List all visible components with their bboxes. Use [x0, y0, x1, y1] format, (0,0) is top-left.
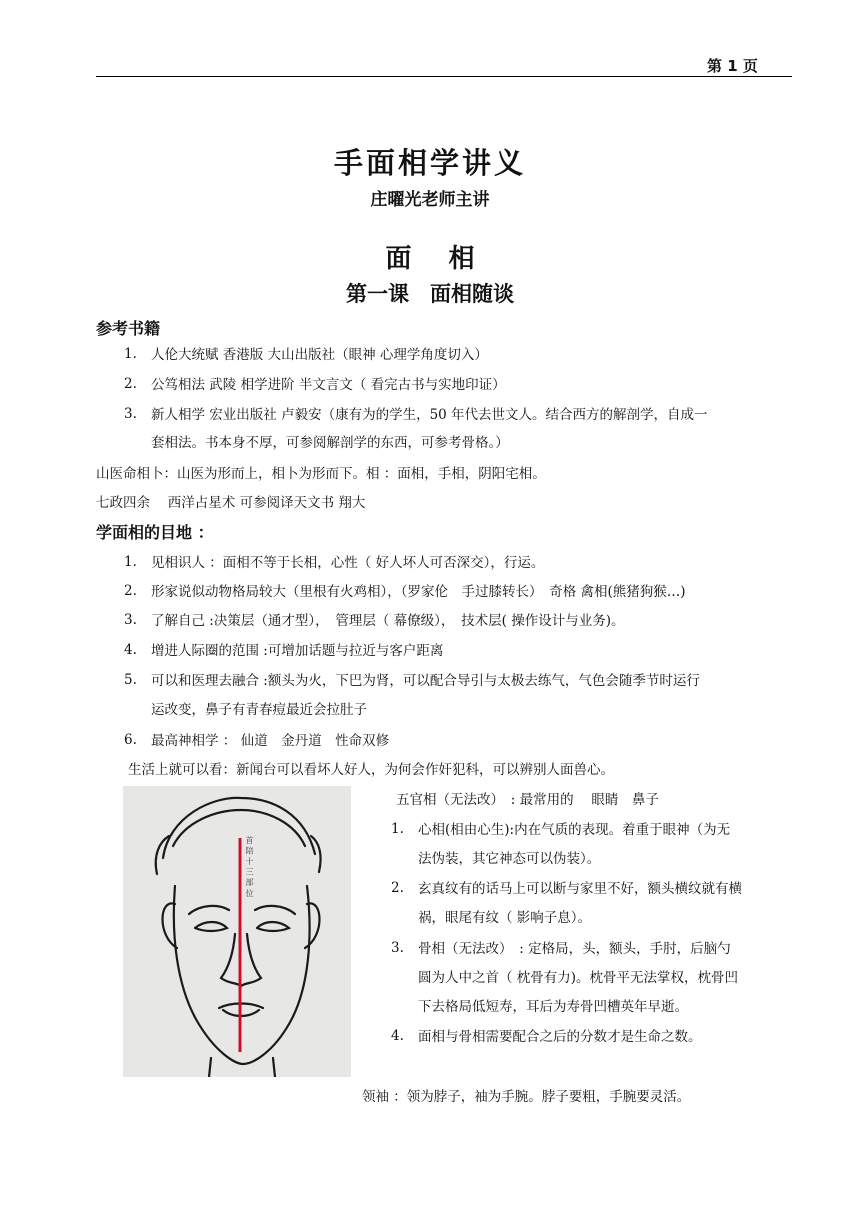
five-item-3-line-3: 下去格局低短寿，耳后为寿骨凹槽英年早逝。: [418, 999, 688, 1015]
purpose-item-1: 见相识人 ：面相不等于长相，心性（ 好人坏人可否深交），行运。: [151, 555, 545, 571]
purpose-item-num: 4.: [124, 642, 137, 658]
five-item-2-line-1: 玄真纹有的话马上可以断与家里不好，额头横纹就有横: [418, 881, 742, 897]
purpose-item-num: 1.: [124, 554, 137, 570]
refs-item-2: 公笃相法 武陵 相学进阶 半文言文（ 看完古书与实地印证）: [151, 377, 506, 393]
purpose-item-num: 2.: [124, 583, 137, 599]
purpose-item-num: 5.: [124, 672, 137, 688]
refs-item-3-line-1: 新人相学 宏业出版社 卢毅安（康有为的学生，50 年代去世文人。结合西方的解剖学，自成一: [151, 407, 708, 423]
face-diagram: [123, 786, 351, 1077]
five-item-3-line-2: 圆为人中之首（ 枕骨有力)。枕骨平无法掌权，枕骨凹: [418, 970, 739, 986]
document-title: 手面相学讲义: [333, 146, 526, 180]
note-line-2: 七政四余 西洋占星术 可参阅译天文书 翔大: [96, 495, 366, 511]
face-diagram-label: 首 陪 十 三 部 位: [245, 836, 254, 897]
purpose-item-5-line-2: 运改变，鼻子有青春痘最近会拉肚子: [151, 702, 367, 718]
collar-note: 领袖 ：领为脖子，袖为手腕。脖子要粗，手腕要灵活。: [362, 1089, 691, 1105]
refs-item-num: 3.: [124, 406, 137, 422]
note-line-1: 山医命相卜：山医为形而上，相卜为形而下。相 ：面相，手相，阴阳宅相。: [96, 466, 546, 482]
purpose-item-5-line-1: 可以和医理去融合 :额头为火，下巴为肾，可以配合导引与太极去练气，气色会随季节时运行: [151, 673, 700, 689]
page-number: 第 1 页: [707, 57, 758, 75]
purpose-heading: 学面相的目地 ：: [96, 523, 214, 542]
five-item-3-line-1: 骨相（无法改） : 定格局，头，额头，手肘，后脑勺: [418, 941, 731, 957]
refs-item-num: 1.: [124, 346, 137, 362]
lesson-title: 第一课 面相随谈: [346, 282, 514, 306]
refs-item-3-line-2: 套相法。书本身不厚，可参阅解剖学的东西，可参考骨格。）: [151, 435, 509, 451]
life-note: 生活上就可以看：新闻台可以看坏人好人，为何会作奸犯科，可以辨别人面兽心。: [128, 762, 614, 778]
five-item-4: 面相与骨相需要配合之后的分数才是生命之数。: [418, 1029, 702, 1045]
document-subtitle: 庄曜光老师主讲: [370, 190, 490, 210]
five-item-num: 3.: [391, 940, 404, 956]
purpose-item-2: 形家说似动物格局较大（里根有火鸡相），（罗家伦 手过膝转长） 奇格 禽相(熊猪狗猴…): [151, 584, 686, 600]
five-heading: 五官相（无法改） : 最常用的 眼睛 鼻子: [396, 792, 659, 808]
five-item-1-line-2: 法伪装，其它神态可以伪装）。: [418, 851, 601, 867]
five-item-2-line-2: 祸，眼尾有纹（ 影响子息）。: [418, 910, 592, 926]
five-item-1-line-1: 心相(相由心生):内在气质的表现。着重于眼神（为无: [418, 822, 731, 838]
five-item-num: 4.: [391, 1028, 404, 1044]
purpose-item-3: 了解自己 :决策层（通才型）， 管理层（ 幕僚级）， 技术层( 操作设计与业务)。: [151, 613, 625, 629]
purpose-item-4: 增进人际圈的范围 :可增加话题与拉近与客户距离: [151, 643, 444, 659]
header-rule: [96, 76, 792, 77]
purpose-item-6: 最高神相学 ： 仙道 金丹道 性命双修: [151, 733, 390, 749]
refs-item-1: 人伦大统赋 香港版 大山出版社（眼神 心理学角度切入）: [151, 347, 488, 363]
five-item-num: 2.: [391, 880, 404, 896]
purpose-item-num: 3.: [124, 612, 137, 628]
refs-heading: 参考书籍: [96, 319, 161, 338]
refs-item-num: 2.: [124, 376, 137, 392]
purpose-item-num: 6.: [124, 732, 137, 748]
five-item-num: 1.: [391, 821, 404, 837]
section-title: 面 相: [385, 244, 475, 274]
